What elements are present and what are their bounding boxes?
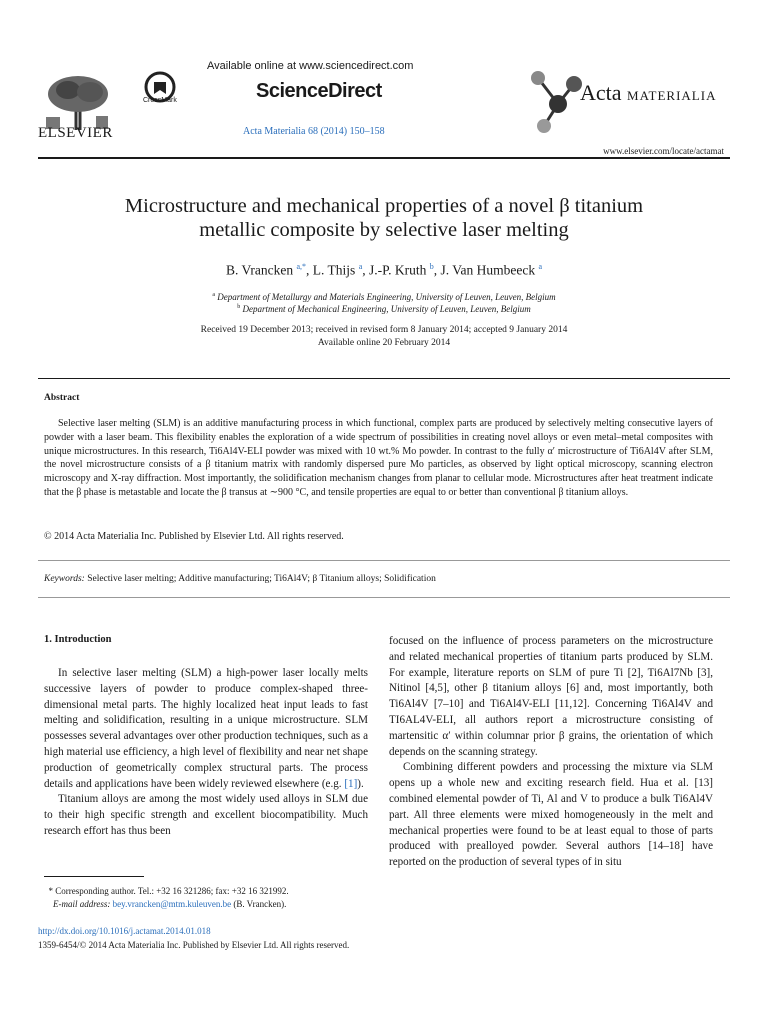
crossmark-icon[interactable] (143, 64, 177, 114)
paragraph-text: ). (357, 777, 364, 790)
section-heading-introduction: 1. Introduction (44, 634, 112, 645)
email-label: E-mail address: (53, 899, 111, 909)
footnote-divider (44, 876, 144, 877)
body-paragraph: Titanium alloys are among the most widely used alloys in SLM due to their high specific strength and excellent biocompatibility. Much research effort has thus been (44, 793, 368, 837)
elsevier-wordmark: ELSEVIER (38, 125, 113, 141)
available-online-date: Available online 20 February 2014 (317, 338, 451, 348)
author-affiliation-mark[interactable]: a (358, 262, 363, 271)
affiliation-text: Department of Mechanical Engineering, University of Leuven, Leuven, Belgium (242, 304, 531, 314)
email-link[interactable]: bey.vrancken@mtm.kuleuven.be (112, 899, 232, 909)
author-name[interactable]: L. Thijs (312, 262, 356, 278)
available-online-text: Available online at www.sciencedirect.com (207, 60, 414, 72)
acta-materialia-wordmark: Acta MATERIALIA (580, 80, 717, 105)
author-affiliation-mark[interactable]: a (538, 262, 543, 271)
corresponding-author-footnote: * Corresponding author. Tel.: +32 16 321286; fax: +32 16 321992. (44, 886, 289, 896)
author-name[interactable]: J.-P. Kruth (369, 262, 427, 278)
received-dates: Received 19 December 2013; received in revised form 8 January 2014; accepted 9 January 2014 (200, 325, 568, 335)
body-column-right (389, 634, 713, 871)
body-column-left (44, 666, 368, 840)
issn-copyright: 1359-6454/© 2014 Acta Materialia Inc. Published by Elsevier Ltd. All rights reserved. (38, 940, 350, 950)
keywords-label: Keywords: (44, 574, 85, 584)
sciencedirect-wordmark[interactable]: ScienceDirect (256, 80, 382, 102)
author-list: B. Vrancken $^{a,*}$, L. Thijs $^a$, J.-P. Kruth $^b$, J. Van Humbeeck $^a$ (225, 262, 543, 278)
affiliation-a (30, 292, 738, 302)
author-name[interactable]: B. Vrancken (225, 262, 294, 278)
body-paragraph: focused on the influence of process parameters on the microstructure and related mechanical properties of titanium parts produced by SLM. For example, literature reports on SLM of pure Ti [2], Ti6Al7Nb [3], Nitinol [4,5], other β titanium alloys [6] and, most importantly, both Ti6Al4V [7–10] and Ti6Al4V-ELI [11,12]. Concerning Ti6Al4V and TI6AL4V-ELI, all authors report a microstructure consisting of martensitic α′ within columnar prior β grains, the orientation of which depends on the scanning strategy. (389, 635, 713, 758)
citation-link[interactable]: [1] (344, 777, 358, 790)
title-line-1: Microstructure and mechanical properties of a novel β titanium (124, 195, 644, 217)
abstract-heading: Abstract (44, 393, 80, 403)
abstract-body: Selective laser melting (SLM) is an additive manufacturing process in which functional, complex parts are produced by selectively melting consecutive layers of powder with a laser beam. This flexibility enables the exploration of a wide spectrum of possibilities in creating novel alloys or even metal–metal composites with unique microstructures. In this research, Ti6Al4V-ELI powder was mixed with 10 wt.% Mo powder. In contrast to the fully α′ microstructure of Ti6Al4V after SLM, the novel microstructure consists of a β titanium matrix with randomly dispersed pure Mo particles, as observed by light optical microscopy, scanning electron microscopy and X-ray diffraction. Most importantly, the solidification mechanism changes from planar to cellular mode. Microstructures after heat treatment indicate that the β phase is metastable and locate the β transus at ∼900 °C, and tensile properties are equal to or better than conventional β titanium alloys. (44, 418, 713, 498)
email-footnote (44, 899, 286, 909)
keywords-top-divider (38, 560, 730, 561)
author-name[interactable]: J. Van Humbeeck (440, 262, 536, 278)
affiliation-b (30, 304, 738, 314)
footnote-text: Corresponding author. Tel.: +32 16 321286; fax: +32 16 321992. (55, 886, 289, 896)
affiliation-mark: b (237, 304, 241, 310)
keywords-list: Selective laser melting; Additive manufacturing; Ti6Al4V; β Titanium alloys; Solidification (87, 574, 436, 584)
crossmark-label: CrossMark (143, 97, 177, 104)
article-title (30, 194, 738, 242)
doi-link[interactable]: http://dx.doi.org/10.1016/j.actamat.2014.01.018 (38, 926, 211, 936)
journal-homepage-url[interactable]: www.elsevier.com/locate/actamat (603, 146, 724, 156)
affiliation-text: Department of Metallurgy and Materials Engineering, University of Leuven, Leuven, Belgium (217, 292, 556, 302)
keywords-bottom-divider (38, 597, 730, 598)
body-paragraph (44, 666, 368, 792)
footnote-text: (B. Vrancken). (233, 899, 287, 909)
abstract-top-divider (38, 378, 730, 379)
abstract-copyright: © 2014 Acta Materialia Inc. Published by Elsevier Ltd. All rights reserved. (44, 531, 344, 542)
title-line-2: metallic composite by selective laser melting (199, 219, 569, 241)
paragraph-text: In selective laser melting (SLM) a high-power laser locally melts successive layers of powder to produce complex-shaped three-dimensional metal parts. The highly localized heat input leads to fast melting and solidification, resulting in a unique microstructure. SLM possesses several advantages over other production techniques, such as a high material use efficiency, a high level of flexibility and near net shape production of geometrically complex structural parts. The process details and applications have been widely reviewed elsewhere (e.g. (44, 667, 368, 790)
body-paragraph: Combining different powders and processing the mixture via SLM opens up a whole new and exciting research field. Hua et al. [13] combined elemental powder of Ti, Al and V to produce a bulk Ti6Al4V part. All three elements were mixed homogeneously in the melt and mechanical properties were found to be at least equal to those of parts produced with prealloyed powder. Several authors [14–18] have reported on the production of several types of in situ (389, 761, 713, 869)
author-affiliation-mark[interactable]: b (429, 262, 434, 271)
header-divider (38, 157, 730, 159)
keywords (44, 574, 436, 584)
affiliation-mark: a (212, 292, 216, 298)
journal-reference-link[interactable]: Acta Materialia 68 (2014) 150–158 (243, 126, 385, 137)
author-affiliation-mark[interactable]: a,* (296, 262, 307, 271)
